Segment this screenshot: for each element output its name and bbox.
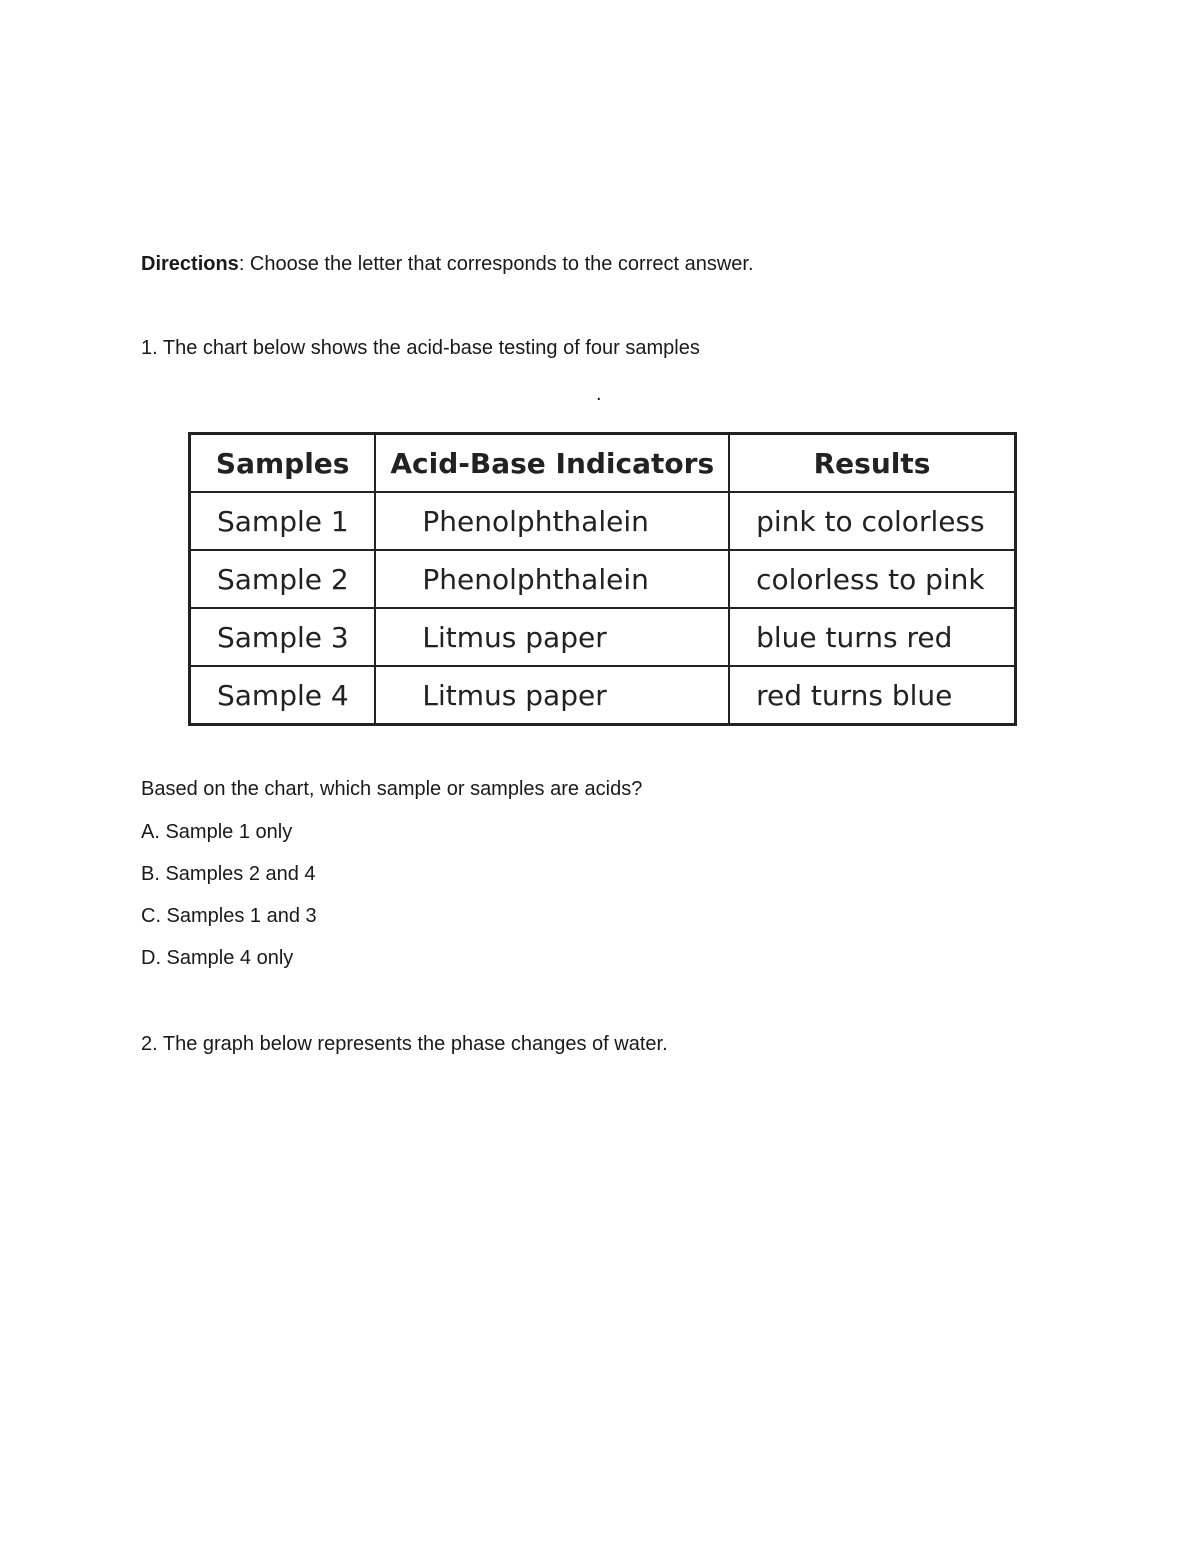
- cell-result: red turns blue: [729, 666, 1015, 725]
- answer-option-d: D. Sample 4 only: [141, 947, 294, 969]
- directions-text: : Choose the letter that corresponds to the correct answer.: [238, 253, 754, 275]
- cell-result: pink to colorless: [729, 492, 1015, 550]
- stray-period: .: [596, 383, 602, 405]
- cell-indicator: Litmus paper: [375, 608, 729, 666]
- answer-option-a: A. Sample 1 only: [141, 821, 293, 843]
- acid-base-table: [188, 432, 1017, 726]
- table-row: [190, 550, 1016, 608]
- cell-sample: Sample 2: [190, 550, 376, 608]
- cell-sample: Sample 3: [190, 608, 376, 666]
- table-header-row: [190, 434, 1016, 493]
- header-samples: Samples: [190, 434, 376, 493]
- question-1-text: Based on the chart, which sample or samples are acids?: [141, 778, 643, 800]
- answer-option-c: C. Samples 1 and 3: [141, 905, 317, 927]
- question-2-prompt: 2. The graph below represents the phase changes of water.: [141, 1033, 668, 1055]
- header-results: Results: [729, 434, 1015, 493]
- cell-indicator: Litmus paper: [375, 666, 729, 725]
- cell-result: blue turns red: [729, 608, 1015, 666]
- answer-option-b: B. Samples 2 and 4: [141, 863, 316, 885]
- cell-indicator: Phenolphthalein: [375, 492, 729, 550]
- question-1-prompt: 1. The chart below shows the acid-base testing of four samples: [141, 337, 700, 359]
- cell-sample: Sample 4: [190, 666, 376, 725]
- table-row: [190, 492, 1016, 550]
- header-indicators: Acid-Base Indicators: [375, 434, 729, 493]
- cell-indicator: Phenolphthalein: [375, 550, 729, 608]
- cell-sample: Sample 1: [190, 492, 376, 550]
- cell-result: colorless to pink: [729, 550, 1015, 608]
- table-row: [190, 608, 1016, 666]
- table-row: [190, 666, 1016, 725]
- directions-label: Directions: [141, 253, 239, 275]
- directions-line: [141, 252, 754, 276]
